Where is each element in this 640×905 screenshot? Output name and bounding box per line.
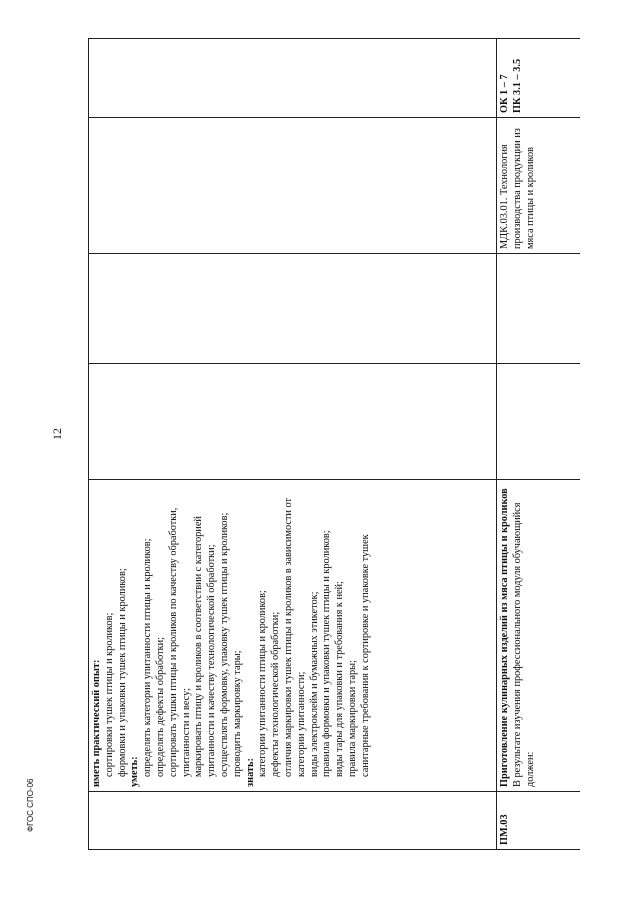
experience-item: сортировки тушек птицы и кроликов; <box>103 612 115 777</box>
cell-module-description <box>497 480 580 792</box>
skill-item: осуществлять формовку, упаковку тушек птицы и кроликов; <box>218 512 230 777</box>
knowledge-header: знать: <box>244 758 256 787</box>
cell-empty <box>89 118 497 254</box>
curriculum-table <box>88 38 580 850</box>
table-row-module <box>496 38 580 850</box>
cell-empty <box>89 38 497 118</box>
skill-item: сортировать тушки птицы и кроликов по качеству обработки, упитанности и весу; <box>167 507 192 777</box>
module-code: ПМ.03 <box>497 792 580 850</box>
knowledge-item: санитарные требования к сортировке и упаковке тушек <box>359 534 371 777</box>
footer-code: ФГОС СПО-06 <box>26 778 35 832</box>
skills-header: уметь: <box>129 756 141 787</box>
cell-empty <box>497 254 580 364</box>
knowledge-item: виды электроклейм и бумажных этикеток; <box>308 591 320 777</box>
cell-empty <box>89 364 497 480</box>
experience-header: иметь практический опыт: <box>91 659 102 787</box>
cell-empty <box>89 254 497 364</box>
page-number: 12 <box>50 428 64 440</box>
competencies-general: ОК 1 – 7 <box>499 74 510 113</box>
knowledge-item: категории упитанности птицы и кроликов; <box>257 590 269 777</box>
knowledge-item: виды тары для упаковки и требования к ней; <box>334 581 346 777</box>
knowledge-item: правила формовки и упаковки тушек птицы и кроликов; <box>321 530 333 777</box>
cell-competencies <box>497 38 580 118</box>
knowledge-item: правила маркировки тары; <box>346 660 358 777</box>
skill-item: проводить маркировку тары; <box>231 650 243 777</box>
table-row-content <box>88 38 497 850</box>
skill-item: определять дефекты обработки; <box>154 637 166 777</box>
cell-code-empty <box>89 792 497 850</box>
experience-item: формовки и упаковки тушек птицы и кроликов; <box>116 568 128 777</box>
skill-item: определять категории упитанности птицы и кроликов; <box>142 538 154 777</box>
course-name: МДК.03.01. Технология производства продукции из мяса птицы и кроликов <box>497 118 580 254</box>
module-title: Приготовление кулинарных изделий из мяса птицы и кроликов <box>499 488 510 787</box>
knowledge-item: отличия маркировки тушек птицы и кроликов в зависимости от категории упитанности; <box>282 497 307 777</box>
cell-requirements <box>89 480 497 792</box>
module-intro: В результате изучения профессионального модуля обучающийся должен: <box>511 502 536 787</box>
knowledge-item: дефекты технологической обработки; <box>270 611 282 777</box>
skill-item: маркировать птицу и кроликов в соответствии с категорией упитанности и качеству технологической обработки; <box>193 516 218 777</box>
competencies-professional: ПК 3.1 – 3.5 <box>511 58 523 113</box>
cell-empty <box>497 364 580 480</box>
